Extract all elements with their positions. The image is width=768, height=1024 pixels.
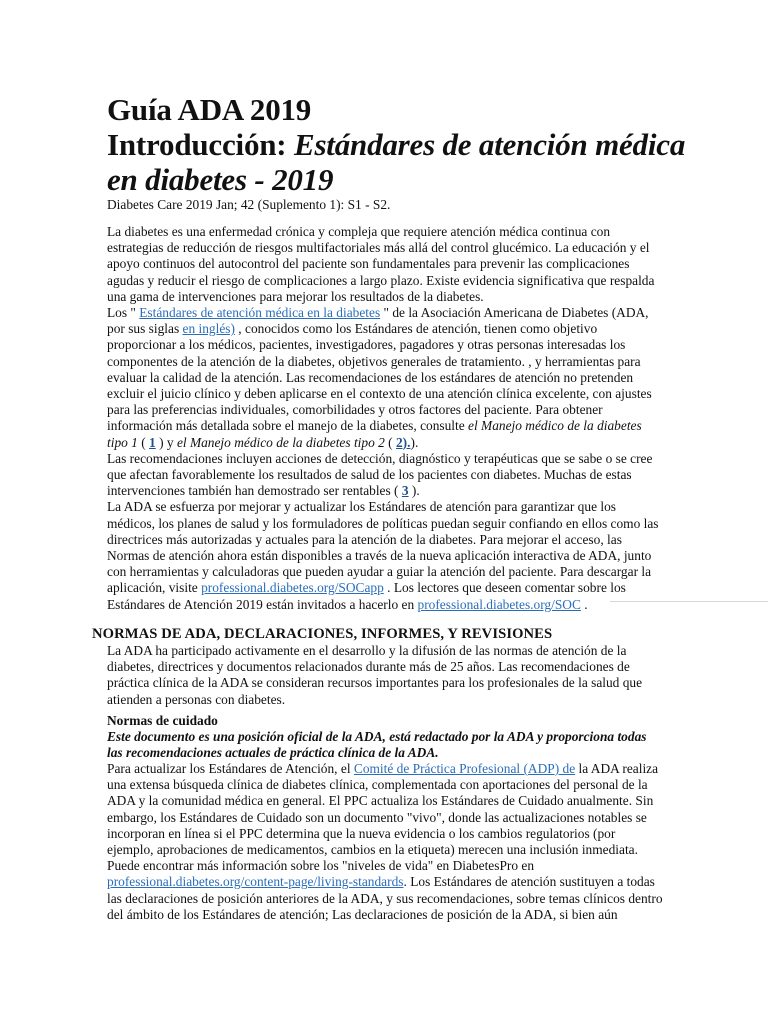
title-line-1: Guía ADA 2019 [107,92,312,127]
text-run: la ADA realiza una extensa búsqueda clínica de diabetes clínica, complementada con aportaciones del personal de la ADA y la comunidad médica en general. El PPC actualiza los Estándares de Cuidado anualmente. Sin embargo, los Estándares de Cuidado son un documento "vivo", donde las actualizaciones notables se incorporan en línea si el PPC determina que la nueva evidencia o los cambios regulatorios (por ejemplo, aprobaciones de medicamentos, cambios en la etiqueta) merecen una inclusión inmediata. Puede encontrar más información sobre los "niveles de vida" en DiabetesPro en [107,761,659,874]
standards-of-care-link[interactable]: Estándares de atención médica en la diabetes [139,305,381,321]
cuidado-paragraph [107,761,663,923]
reference-2-link[interactable]: 2). [395,434,411,450]
intro-paragraph-3 [107,451,663,500]
lead-statement: Este documento es una posición oficial de la ADA, está redactado por la ADA y proporciona todas las recomendaciones actuales de práctica clínica de la ADA. [107,729,647,761]
text-run: La ADA se esfuerza por mejorar y actualizar los Estándares de atención para garantizar que los médicos, los planes de salud y los formuladores de políticas puedan seguir confiando en ellos como las directrices más autorizadas y actuales para la atención de la diabetes. Para mejorar el acceso, las Normas de atención ahora están disponibles a través de la nueva aplicación interactiva de ADA, junto con herramientas y calculadoras que pueden ayudar a guiar la atención del paciente. Para descargar la aplicación, visite [107,499,659,596]
reference-3-link[interactable]: 3 [401,483,409,499]
soc-link[interactable]: professional.diabetes.org/SOC [417,596,581,612]
page-title [107,92,747,197]
ppc-committee-link[interactable]: Comité de Práctica Profesional (ADP) de [353,761,576,776]
section-heading: NORMAS DE ADA, DECLARACIONES, INFORMES, Y REVISIONES [92,626,553,642]
intro-paragraph-2 [107,305,663,451]
reference-1-link[interactable]: 1 [149,434,156,450]
text-run: " de la Asociación Americana de Diabetes (ADA, por sus siglas [107,305,649,337]
socapp-link[interactable]: professional.diabetes.org/SOCapp [201,580,384,596]
text-run: Los " [107,305,140,321]
text-run: . Los Estándares de atención sustituyen a todas las declaraciones de posición anteriores de la ADA, y sus recomendaciones, sobre temas clínicos dentro del ámbito de los Estándares de atención; Las declaraciones de posición de la ADA, si bien aún [107,874,663,922]
intro-paragraph-4 [107,499,663,612]
intro-paragraph-1: La diabetes es una enfermedad crónica y compleja que requiere atención médica continua con estrategias de reducción de riesgos multifactoriales más allá del control glucémico. La educación y el apoyo continuos del autocontrol del paciente son fundamentales para prevenir las complicaciones agudas y reducir el riesgo de complicaciones a largo plazo. Existe evidencia significativa que respalda una gama de intervenciones para mejorar los resultados de la diabetes. [107,224,655,304]
text-run: . [580,596,588,612]
title-line-3-italic: en diabetes - 2019 [107,162,334,197]
cuidado-section [107,761,663,923]
text-run: ). [410,434,419,450]
subheading-normas-de-cuidado: Normas de cuidado [107,713,218,728]
title-line-2-italic: Estándares de atención médica [293,127,686,162]
text-run: , conocidos como los Estándares de atención, tienen como objetivo proporcionar a los médicos, pacientes, investigadores, pagadores y otras personas interesadas los componentes de la atención de la diabetes, objetivos generales de tratamiento. , y herramientas para evaluar la calidad de la atención. Las recomendaciones de los estándares de atención no pretenden excluir el juicio clínico y deben aplicarse en el contexto de una atención clínica excelente, con ajustes para las preferencias individuales, comorbilidades y otros factores del paciente. Para obtener información más detallada sobre el manejo de la diabetes, consulte [107,321,652,434]
intro-section [107,224,663,613]
divider-line [610,601,768,602]
italic-run: el Manejo médico de la diabetes tipo 1 [107,418,642,450]
living-standards-link[interactable]: professional.diabetes.org/content-page/living-standards [107,874,404,890]
citation: Diabetes Care 2019 Jan; 42 (Suplemento 1): S1 - S2. [107,197,391,212]
text-run: ). [408,483,420,499]
italic-run: el Manejo médico de la diabetes tipo 2 [176,434,385,450]
title-line-2-prefix: Introducción: [107,127,294,162]
in-english-link[interactable]: en inglés) [182,321,235,337]
text-run: ( [384,434,396,450]
text-run: . Los lectores que deseen comentar sobre los Estándares de Atención 2019 están invitados a hacerlo en [107,580,626,612]
text-run: ) y [155,434,177,450]
text-run: ( [137,434,150,450]
section-intro [107,643,663,708]
text-run: Para actualizar los Estándares de Atención, el [107,761,354,776]
text-run: Las recomendaciones incluyen acciones de detección, diagnóstico y terapéuticas que se sabe o se cree que afectan favorablemente los resultados de salud de los pacientes con diabetes. Muchas de estas intervenciones también han demostrado ser rentables ( [107,450,653,499]
section-paragraph-1: La ADA ha participado activamente en el desarrollo y la difusión de las normas de atención de la diabetes, directrices y documentos relacionados durante más de 25 años. Las recomendaciones de práctica clínica de la ADA se consideran recursos importantes para los profesionales de la salud que atienden a personas con diabetes. [107,643,643,707]
